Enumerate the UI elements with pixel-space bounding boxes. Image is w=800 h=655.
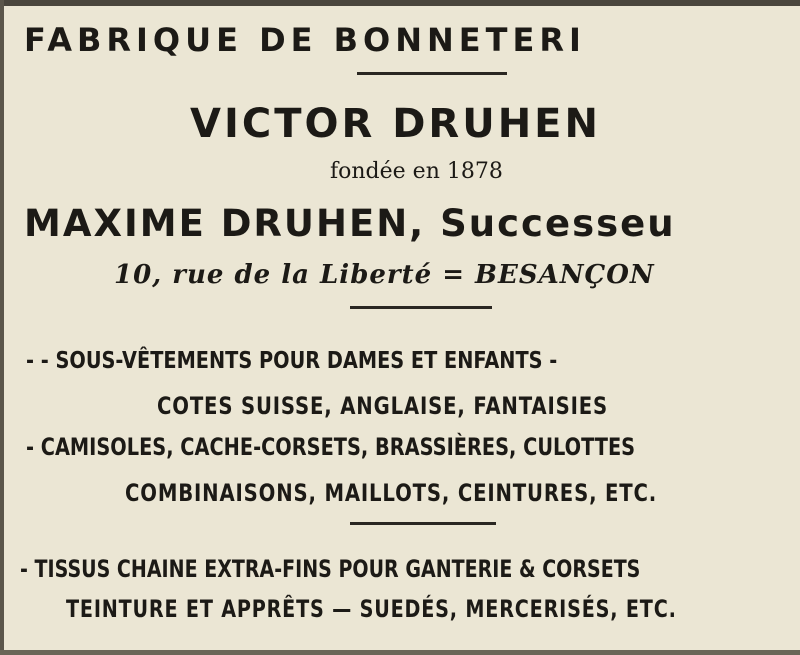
product-line-2: COTES SUISSE, ANGLAISE, FANTAISIES <box>157 392 608 420</box>
divider-2 <box>350 306 492 309</box>
founded-year: fondée en 1878 <box>330 159 503 184</box>
divider-3 <box>350 522 496 525</box>
product-line-5: - TISSUS CHAINE EXTRA-FINS POUR GANTERIE & CORSETS <box>20 555 641 583</box>
divider-1 <box>357 72 507 75</box>
product-line-1: - - SOUS-VÊTEMENTS POUR DAMES ET ENFANTS - <box>26 348 558 374</box>
bottom-border <box>0 650 800 655</box>
product-line-4: COMBINAISONS, MAILLOTS, CEINTURES, ETC. <box>125 479 658 507</box>
top-border <box>0 0 800 6</box>
founder-name: VICTOR DRUHEN <box>190 101 601 147</box>
fabrique-heading: FABRIQUE DE BONNETERI <box>24 21 586 59</box>
left-border <box>0 0 4 655</box>
address-line: 10, rue de la Liberté = BESANÇON <box>114 260 655 290</box>
product-line-6: TEINTURE ET APPRÊTS — SUEDÉS, MERCERISÉS, ETC. <box>66 595 677 623</box>
product-line-3: - CAMISOLES, CACHE-CORSETS, BRASSIÈRES, CULOTTES <box>26 433 636 461</box>
successor-line: MAXIME DRUHEN, Successeu <box>24 202 676 245</box>
